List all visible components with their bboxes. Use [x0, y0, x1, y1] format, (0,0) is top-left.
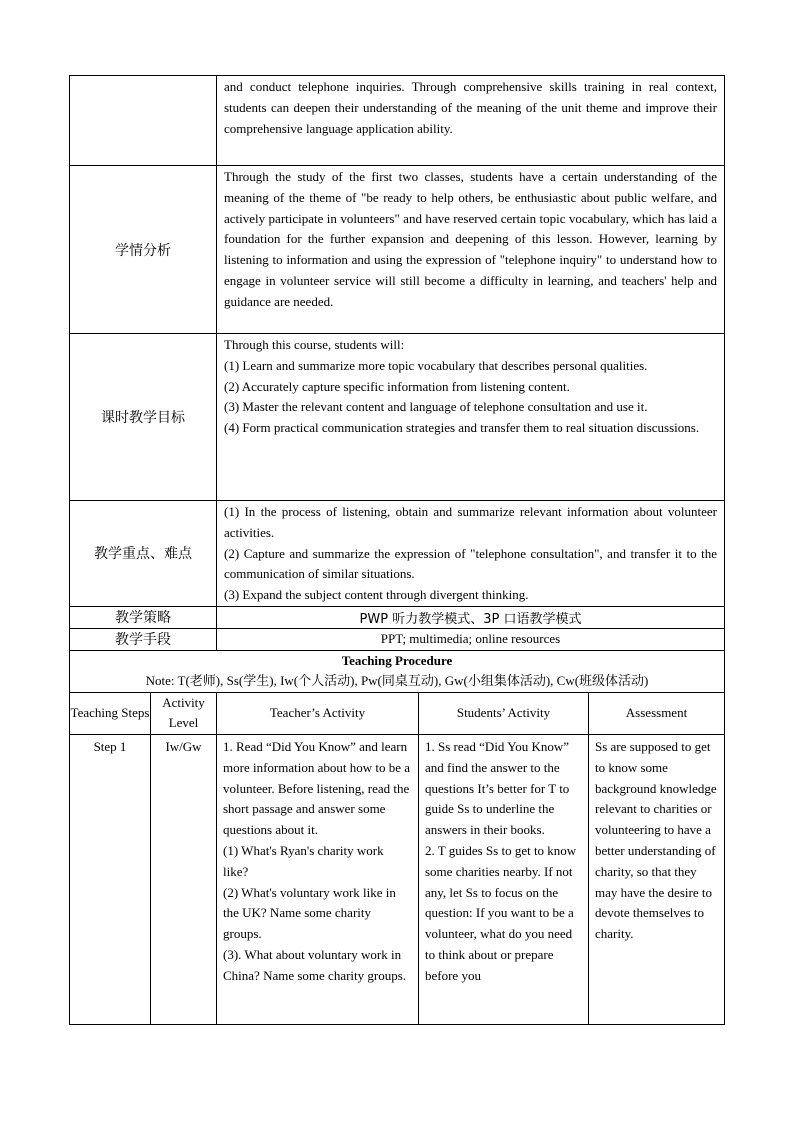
teaching-procedure-table: [69, 650, 725, 1025]
means-value: PPT; multimedia; online resources: [217, 628, 725, 650]
table-row: [70, 334, 725, 501]
objective-item: (2) Accurately capture specific information from listening content.: [224, 378, 570, 394]
table-row: [70, 76, 725, 166]
key-points-list: [217, 501, 724, 606]
table-row: [70, 501, 725, 607]
objectives-list: [217, 334, 724, 439]
teacher-activity-cell: [217, 734, 419, 1024]
teacher-activity-item: 1. Read “Did You Know” and learn more information about how to be a volunteer. Before listening, read the short passage and answer some questions about it.: [223, 738, 411, 838]
key-point-item: (1) In the process of listening, obtain and summarize relevant information about volunteer activities.: [224, 504, 717, 540]
assessment-cell: Ss are supposed to get to know some background knowledge relevant to charities or volunteering to have a better understanding of charity, so that they may have the desire to devote themselves to charity.: [589, 734, 725, 1024]
students-activity-cell: [419, 734, 589, 1024]
header-activity-level: Activity Level: [151, 692, 217, 734]
header-teaching-steps: Teaching Steps: [70, 692, 151, 734]
strategy-value: PWP 听力教学模式、3P 口语教学模式: [217, 606, 725, 628]
table-row: [70, 166, 725, 334]
theme-continuation-text: and conduct telephone inquiries. Through comprehensive skills training in real context, students can deepen their understanding of the meaning of the unit theme and improve their comprehensive language application ability.: [224, 79, 717, 136]
lesson-overview-table: [69, 75, 725, 651]
procedure-note: Note: T(老师), Ss(学生), Iw(个人活动), Pw(同桌互动), Gw(小组集体活动), Cw(班级体活动): [145, 673, 649, 689]
procedure-title: Teaching Procedure: [341, 653, 453, 669]
objective-item: (4) Form practical communication strategies and transfer them to real situation discussions.: [224, 420, 700, 436]
table-row: [70, 606, 725, 628]
level-cell: Iw/Gw: [151, 734, 217, 1024]
means-label: 教学手段: [70, 628, 217, 650]
header-teacher-activity: Teacher’s Activity: [217, 692, 419, 734]
students-activity-item: 1. Ss read “Did You Know” and find the answer to the questions It’s better for T to guide Ss to underline the answers in their books.: [425, 738, 570, 838]
objective-item: (1) Learn and summarize more topic vocabulary that describes personal qualities.: [224, 357, 648, 373]
objectives-label: 课时教学目标: [70, 334, 217, 501]
learner-analysis-text: Through the study of the first two classes, students have a certain understanding of the meaning of the theme of "be ready to help others, be enthusiastic about public welfare, and actively participate in volunteers" and have reserved certain topic vocabulary, which has laid a foundation for the further expansion and deepening of this lesson. However, learning by listening to information and using the expression of "telephone inquiry" to understand how to engage in volunteer service will still become a difficulty in learning, and teachers' help and guidance are needed.: [224, 169, 717, 309]
objective-item: Through this course, students will:: [224, 337, 405, 352]
header-assessment: Assessment: [589, 692, 725, 734]
strategy-label: 教学策略: [70, 606, 217, 628]
teacher-activity-item: (2) What's voluntary work like in the UK? Name some charity groups.: [223, 884, 396, 942]
key-points-label: 教学重点、难点: [70, 501, 217, 607]
teacher-activity-item: (1) What's Ryan's charity work like?: [223, 842, 384, 879]
students-activity-item: 2. T guides Ss to get to know some charities nearby. If not any, let Ss to focus on the question: If you want to be a volunteer, what do you need to think about or prepare before you: [425, 842, 577, 983]
objective-item: (3) Master the relevant content and language of telephone consultation and use it.: [224, 399, 648, 415]
header-students-activity: Students’ Activity: [419, 692, 589, 734]
lesson-plan-document: [69, 75, 724, 1025]
table-row: [70, 628, 725, 650]
table-row: [70, 734, 725, 1024]
row-label: [70, 76, 217, 166]
key-point-item: (3) Expand the subject content through divergent thinking.: [224, 587, 529, 603]
step-cell: Step 1: [70, 734, 151, 1024]
learner-analysis-label: 学情分析: [70, 166, 217, 334]
table-row: [70, 692, 725, 734]
key-point-item: (2) Capture and summarize the expression of "telephone consultation", and transfer it to the communication of similar situations.: [224, 545, 717, 582]
table-row: [70, 650, 725, 692]
teacher-activity-item: (3). What about voluntary work in China? Name some charity groups.: [223, 946, 407, 983]
